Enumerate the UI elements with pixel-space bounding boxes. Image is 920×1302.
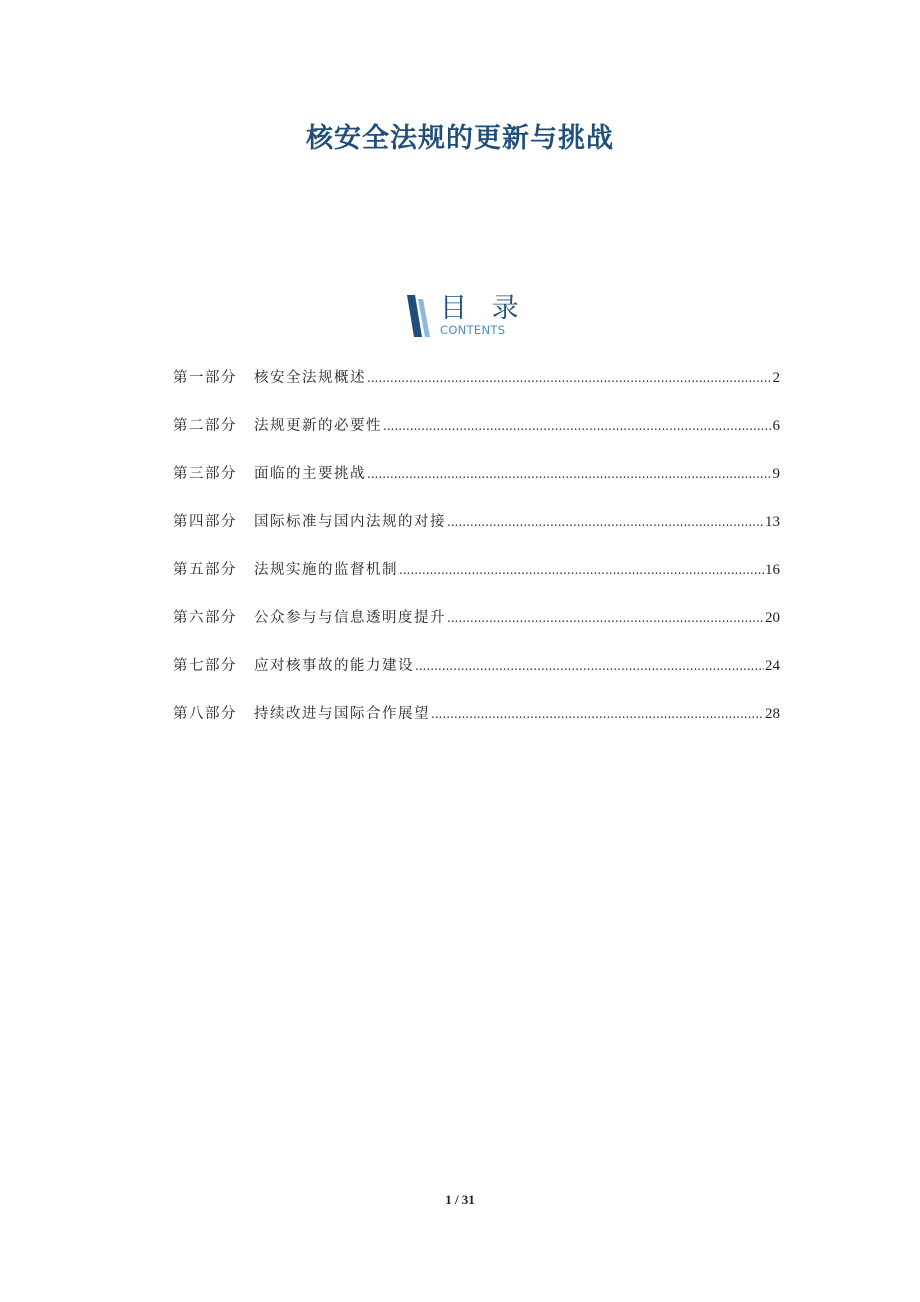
toc-page-number: 16 (765, 562, 780, 578)
toc-heading: 目 录 (440, 293, 527, 324)
toc-subheading: CONTENTS (440, 323, 506, 337)
toc-page-number: 2 (772, 370, 780, 386)
toc-entry-6[interactable] (173, 606, 780, 654)
toc-entry-8[interactable] (173, 702, 780, 750)
dot-leader (399, 563, 764, 577)
toc-entry-1[interactable] (173, 366, 780, 414)
toc-page-number: 20 (765, 610, 780, 626)
toc-entry-title: 法规实施的监督机制 (254, 562, 398, 578)
toc-part-number: 第一部分 (173, 370, 237, 386)
toc-entry-title: 应对核事故的能力建设 (254, 658, 414, 674)
toc-page-number: 9 (772, 466, 780, 482)
toc-part-number: 第八部分 (173, 706, 237, 722)
toc-entry-title: 国际标准与国内法规的对接 (254, 514, 446, 530)
toc-header (404, 293, 527, 339)
toc-part-number: 第七部分 (173, 658, 237, 674)
toc-page-number: 28 (765, 706, 780, 722)
toc-part-number: 第六部分 (173, 610, 237, 626)
toc-entry-3[interactable] (173, 462, 780, 510)
dot-leader (415, 659, 764, 673)
dot-leader (431, 707, 764, 721)
toc-page-number: 13 (765, 514, 780, 530)
toc-part-number: 第四部分 (173, 514, 237, 530)
dot-leader (367, 371, 772, 385)
document-title: 核安全法规的更新与挑战 (306, 123, 614, 154)
toc-entry-5[interactable] (173, 558, 780, 606)
dot-leader (367, 467, 772, 481)
toc-part-number: 第二部分 (173, 418, 237, 434)
toc-part-number: 第五部分 (173, 562, 237, 578)
toc-page-number: 6 (772, 418, 780, 434)
dot-leader (383, 419, 772, 433)
toc-entry-title: 持续改进与国际合作展望 (254, 706, 430, 722)
toc-entry-title: 公众参与与信息透明度提升 (254, 610, 446, 626)
toc-entry-7[interactable] (173, 654, 780, 702)
toc-entry-4[interactable] (173, 510, 780, 558)
toc-entry-2[interactable] (173, 414, 780, 462)
toc-entry-title: 法规更新的必要性 (254, 418, 382, 434)
toc-part-number: 第三部分 (173, 466, 237, 482)
page-indicator: 1 / 31 (445, 1192, 475, 1207)
toc-page-number: 24 (765, 658, 780, 674)
dot-leader (447, 611, 764, 625)
dot-leader (447, 515, 764, 529)
table-of-contents (173, 366, 780, 750)
toc-entry-title: 面临的主要挑战 (254, 466, 366, 482)
blue-slanted-bars-icon (404, 293, 438, 339)
toc-entry-title: 核安全法规概述 (254, 370, 366, 386)
